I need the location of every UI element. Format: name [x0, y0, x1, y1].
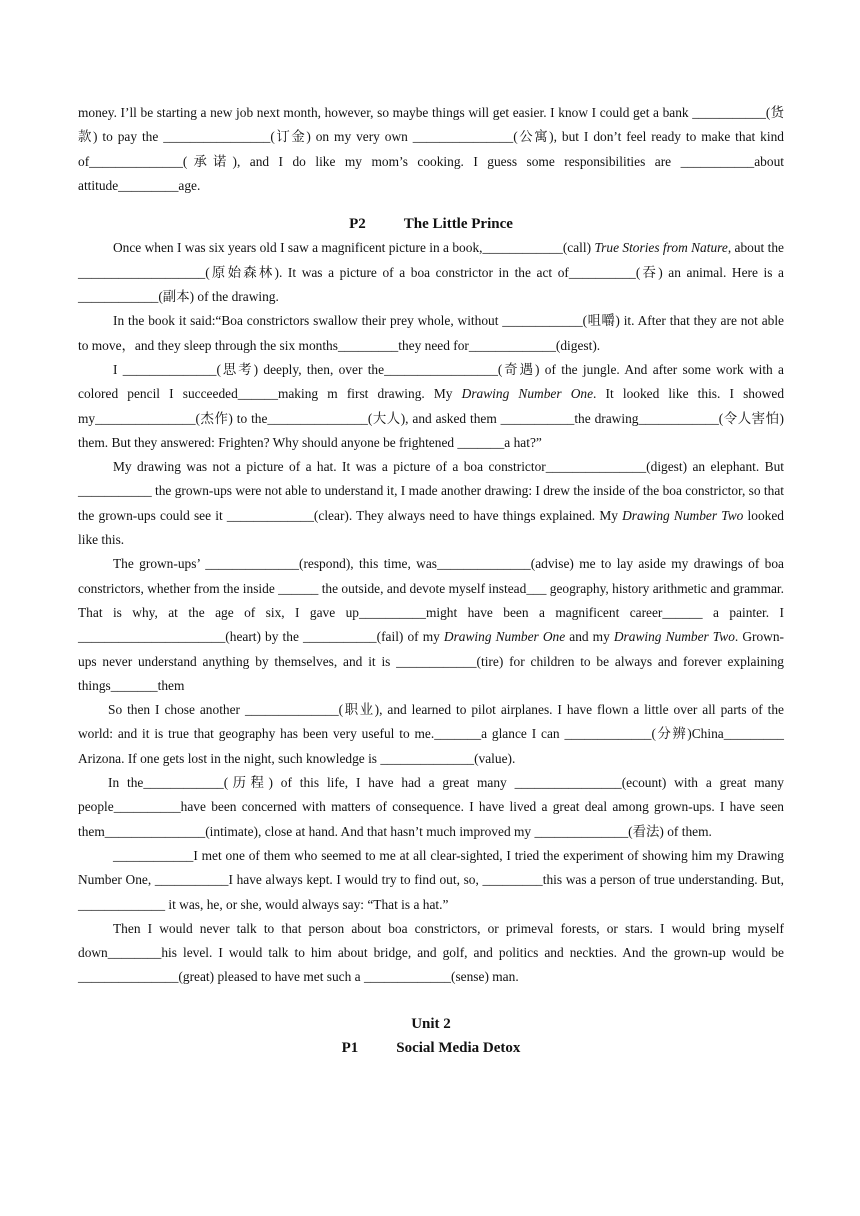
- paragraph-2: In the book it said:“Boa constrictors swallow their prey whole, without ____________(咀嚼) it. After that they are not able to move，and they sleep through the six months_________they need for_____________(digest).: [78, 313, 784, 353]
- section-heading-p1: [78, 1036, 784, 1060]
- paragraph-9: Then I would never talk to that person about boa constrictors, or primeval forests, or stars. I would bring myself down________his level. I would talk to him about bridge, and golf, and politics and neckties. And the grown-up would be _______________(great) pleased to have met such a _____________(sense) man.: [78, 920, 784, 985]
- paragraph-1: Once when I was six years old I saw a magnificent picture in a book,____________(call) True Stories from Nature, about the ___________________(原始森林). It was a picture of a boa constrictor in the act of__________(吞) an animal. Here is a ____________(副本) of the drawing.: [78, 240, 784, 305]
- paragraph-4: My drawing was not a picture of a hat. It was a picture of a boa constrictor_______________(digest) an elephant. But ___________ the grown-ups were not able to understand it, I made another drawing: I drew the inside of the boa constrictor, so that the grown-ups could see it _____________(clear). They always need to have things explained. My Drawing Number Two looked like this.: [78, 459, 785, 548]
- paragraph-7: In the____________(历程) of this life, I have had a great many ________________(ecount) with a great many people__________have been concerned with matters of consequence. I have lived a great deal among grown-ups. I have seen them_______________(intimate), close at hand. And that hasn’t much improved my ______________(看法) of them.: [78, 775, 784, 839]
- section-number: P1: [341, 1039, 359, 1056]
- document-page: [78, 101, 784, 1060]
- section-heading-p2: [78, 212, 784, 236]
- paragraph-3: I ______________(思考) deeply, then, over the_________________(奇遇) of the jungle. And after some work with a colored pencil I succeeded______making m first drawing. My Drawing Number One. It looked like this. I showed my_______________(杰作) to the_______________(大人), and asked them ___________the drawing____________(令人害怕) them. But they answered: Frighten? Why should anyone be frightened _______a hat?”: [78, 361, 785, 450]
- paragraph-6: So then I chose another ______________(职业), and learned to pilot airplanes. I have flown a little over all parts of the world: and it is true that geography has been very useful to me._______a glance I can _____________(分辨)China_________ Arizona. If one gets lost in the night, such knowledge is ______________(value).: [78, 702, 784, 766]
- section-number: P2: [349, 216, 366, 233]
- paragraph-5: The grown-ups’ ______________(respond), this time, was______________(advise) me to lay aside my drawings of boa constrictors, whether from the inside ______ the outside, and devote myself instead___ geography, history arithmetic and grammar. That is why, at the age of six, I gave up__________might have been a magnificent career______ a painter. I ______________________(heart) by the ___________(fail) of my Drawing Number One and my Drawing Number Two. Grown-ups never understand anything by themselves, and it is ____________(tire) for children to be always and forever explaining things_______them: [78, 556, 784, 693]
- unit-heading: Unit 2: [411, 1015, 451, 1032]
- section-title: The Little Prince: [403, 216, 513, 233]
- paragraph-8: ____________I met one of them who seemed to me at all clear-sighted, I tried the experiment of showing him my Drawing Number One, ___________I have always kept. I would try to find out, so, _________this was a person of true understanding. But, _____________ it was, he, or she, would always say: “That is a hat.”: [78, 847, 784, 912]
- intro-paragraph: money. I’ll be starting a new job next month, however, so maybe things will get easier. I know I could get a bank ___________(货款) to pay the ________________(订金) on my very own _______________(公寓), but I don’t feel ready to make that kind of______________(承诺), and I do like my mom’s cooking. I guess some responsibilities are ___________about attitude_________age.: [78, 105, 784, 193]
- section-title: Social Media Detox: [396, 1039, 521, 1056]
